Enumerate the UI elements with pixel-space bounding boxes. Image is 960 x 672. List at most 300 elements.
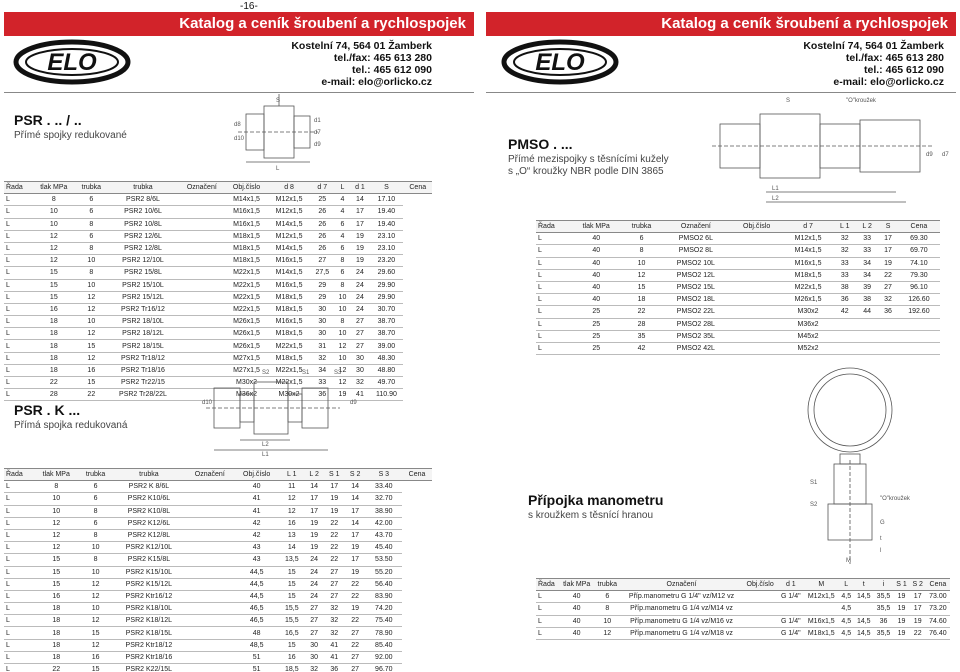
table-cell: 29 [310,291,334,303]
table-cell: 33 [856,233,878,245]
table-cell: 15 [279,578,304,590]
column-header: Označení [179,182,226,194]
table-cell: 17 [304,505,323,517]
table-cell: L [4,291,32,303]
table-cell: 10 [75,316,107,328]
table-cell: 18 [34,627,79,639]
table-cell: 26 [310,230,334,242]
table-cell: 40 [570,269,622,281]
psr-dim-d1: d1 [314,118,321,124]
table-cell: PSR2 K18/12L [112,615,185,627]
table-cell [185,651,234,663]
table-cell: 17 [345,529,366,541]
table-cell: L [536,245,570,257]
table-row [536,233,940,245]
table-cell: 30 [304,651,323,663]
table-cell: M22x1,5 [225,267,268,279]
table-row [536,591,950,603]
table-cell: PSR2 15/12L [107,291,178,303]
table-cell: 19 [351,242,370,254]
table-cell: 40 [559,615,594,627]
table-cell: M16x1,5 [268,279,310,291]
table-cell: 27 [351,316,370,328]
table-cell: L [4,377,32,389]
column-header: Řada [536,221,570,233]
table-row [4,554,432,566]
table-cell: 28 [32,389,75,401]
table-cell: 49.70 [369,377,403,389]
table-cell: M26x1,5 [225,316,268,328]
table-cell: M36x2 [783,318,834,330]
table-cell: L [4,316,32,328]
psrk-dim-s3: S3 [334,370,342,376]
table-cell: 18 [32,328,75,340]
table-cell: 17 [878,233,898,245]
table-cell: 15 [34,554,79,566]
table-cell: 14 [345,481,366,493]
column-header: t [854,579,874,591]
table-cell: 17.10 [369,194,403,206]
table-cell: L [4,389,32,401]
page-number-left: -16- [240,1,258,12]
table-cell: 40 [234,481,279,493]
table-cell: M16x1,5 [783,257,834,269]
table-cell [898,342,940,354]
table-cell: 42 [234,517,279,529]
table-cell: 12 [279,493,304,505]
psr-dim-l: L [276,166,280,172]
table-cell: M18x1,5 [268,291,310,303]
table-cell: L [4,590,34,602]
table-row [536,306,940,318]
table-cell: 39 [856,281,878,293]
table-cell: 8 [79,554,113,566]
column-header: Řada [536,579,559,591]
table-cell: PSR2 K15/12L [112,578,185,590]
table-cell: 12 [334,377,350,389]
column-header: trubka [112,469,185,481]
table-cell: 17 [304,493,323,505]
column-header: d 7 [310,182,334,194]
table-cell: L [4,542,34,554]
table-cell: 19 [345,542,366,554]
table-cell: 33 [310,377,334,389]
table-cell: M12x1,5 [268,230,310,242]
table-cell: 38 [856,294,878,306]
table-cell: PMSO2 8L [661,245,731,257]
table-cell: L [4,493,34,505]
psrk-dim-s2: S2 [262,370,270,376]
table-cell: 10 [79,603,113,615]
table-cell: 6 [334,267,350,279]
psrk-dim-l1: L1 [262,452,269,456]
table-row [4,578,432,590]
column-header: d 7 [783,221,834,233]
table-cell: 4,5 [839,615,854,627]
table-cell: PSR2 Ktr18/16 [112,651,185,663]
table-cell: 36 [310,389,334,401]
psrk-header-row [4,469,432,481]
table-cell: 15 [34,578,79,590]
table-row [536,615,950,627]
table-cell: 12 [34,529,79,541]
table-cell: M52x2 [783,342,834,354]
table-cell: M12x1,5 [268,194,310,206]
table-cell: 6 [79,493,113,505]
table-row [4,242,432,254]
table-cell: M30x2 [783,306,834,318]
table-cell: 33 [834,269,856,281]
manometer-table [536,578,950,640]
table-cell: 27 [304,615,323,627]
table-cell: 18 [34,639,79,651]
column-header: trubka [594,579,620,591]
table-cell: 22 [75,389,107,401]
column-header: tlak MPa [559,579,594,591]
table-cell: 8 [594,603,620,615]
table-cell: M18x1,5 [783,269,834,281]
table-cell: 22 [345,578,366,590]
table-cell: 19 [304,542,323,554]
table-cell: 73.00 [926,591,950,603]
table-cell [743,627,778,639]
catalog-title-right: Katalog a ceník šroubení a rychlospojek [661,15,948,32]
column-header: Cena [926,579,950,591]
column-header: trubka [622,221,661,233]
table-cell: 4 [334,194,350,206]
column-header: Obj.číslo [225,182,268,194]
table-cell: M30x2 [225,377,268,389]
table-cell: 14,5 [854,627,874,639]
table-cell: 8 [79,505,113,517]
table-cell [185,493,234,505]
table-cell [179,206,226,218]
table-cell: 12 [79,578,113,590]
table-cell: 12 [75,303,107,315]
table-row [4,651,432,663]
table-cell: 32 [310,352,334,364]
table-cell: PMSO2 28L [661,318,731,330]
table-cell: 18 [34,603,79,615]
table-cell: 74.10 [898,257,940,269]
table-cell: L [4,529,34,541]
table-row [536,342,940,354]
table-cell: 30 [310,316,334,328]
table-cell: 44,5 [234,566,279,578]
column-header: Řada [4,182,32,194]
table-cell [179,303,226,315]
table-cell: 79.30 [898,269,940,281]
pmso-dim-s: S [786,98,791,104]
table-row [4,352,432,364]
table-cell: 44,5 [234,590,279,602]
table-cell [185,517,234,529]
table-cell: 32 [878,294,898,306]
table-cell: 10 [334,328,350,340]
svg-text:ELO: ELO [535,49,585,76]
table-cell: 33 [856,245,878,257]
table-cell: 12 [34,517,79,529]
table-cell [179,291,226,303]
table-cell: 38.70 [369,328,403,340]
table-cell [856,342,878,354]
table-cell: 4,5 [839,591,854,603]
table-cell: 42 [834,306,856,318]
table-row [536,281,940,293]
table-cell: L [4,651,34,663]
table-cell: M18x1,5 [225,242,268,254]
table-cell: 30.70 [369,303,403,315]
column-header: L 2 [856,221,878,233]
table-cell [731,318,783,330]
psrk-dim-d10: d10 [202,400,213,406]
table-cell: L [4,364,32,376]
table-cell: 8 [75,242,107,254]
table-cell: 4,5 [839,603,854,615]
table-cell: PMSO2 12L [661,269,731,281]
table-cell: G 1/4" [778,627,804,639]
table-cell: L [4,340,32,352]
table-cell: M18x1,5 [268,328,310,340]
table-row [4,328,432,340]
table-cell: 126.60 [898,294,940,306]
table-cell: 10 [79,542,113,554]
table-cell: L [4,194,32,206]
table-cell: M27x1,5 [225,364,268,376]
table-cell [731,306,783,318]
table-cell: 6 [75,230,107,242]
table-cell: 110.90 [369,389,403,401]
table-cell: 27 [345,627,366,639]
table-cell: 24 [304,590,323,602]
table-cell: L [4,267,32,279]
table-cell: 85.40 [366,639,403,651]
table-cell [185,590,234,602]
table-row [536,245,940,257]
table-cell: 14 [304,481,323,493]
table-cell: 33.40 [366,481,403,493]
manometer-dim-s2: S2 [810,502,818,508]
table-cell: L [4,664,34,672]
table-cell: PSR2 K12/8L [112,529,185,541]
table-cell: 17 [324,481,345,493]
table-cell: 24 [351,267,370,279]
column-header: Řada [4,469,34,481]
column-header: L 2 [304,469,323,481]
table-cell: 96.10 [898,281,940,293]
table-cell [731,233,783,245]
table-cell: 40 [559,591,594,603]
column-header: S 3 [366,469,403,481]
table-cell: L [4,615,34,627]
table-row [4,206,432,218]
column-header: Obj.číslo [731,221,783,233]
column-header: Cena [403,182,432,194]
table-cell: 14 [345,517,366,529]
table-cell: 16,5 [279,627,304,639]
table-cell: PSR2 Ktr16/12 [112,590,185,602]
column-header: S 1 [893,579,909,591]
table-cell: 25 [570,318,622,330]
table-cell: 8 [334,255,350,267]
table-cell: 11 [279,481,304,493]
manometer-dim-l: l [880,548,882,554]
manometer-header-row [536,579,950,591]
pmso-dim-l2: L2 [772,196,779,202]
table-cell: 8 [334,316,350,328]
table-cell: 12 [334,340,350,352]
table-cell: L [536,615,559,627]
table-cell: 32 [834,233,856,245]
table-cell: 24 [304,554,323,566]
table-cell: 69.70 [898,245,940,257]
table-cell: 40 [570,294,622,306]
table-cell: 30 [310,328,334,340]
table-cell: 16 [279,517,304,529]
table-cell: 23.10 [369,230,403,242]
table-cell: 12 [622,269,661,281]
table-cell: 36 [874,615,894,627]
table-cell [731,281,783,293]
table-cell: 16 [79,651,113,663]
table-cell: 27 [304,603,323,615]
table-cell: 38.90 [366,505,403,517]
psrk-drawing [200,364,370,456]
table-cell: 22 [345,615,366,627]
table-cell [834,342,856,354]
table-cell: L [4,303,32,315]
table-row [4,279,432,291]
table-cell: L [4,206,32,218]
table-cell: L [536,627,559,639]
table-cell: 27 [345,651,366,663]
table-cell: PMSO2 6L [661,233,731,245]
table-cell: 27 [351,328,370,340]
table-cell: L [536,257,570,269]
table-cell [179,340,226,352]
catalog-title-bar-right [486,12,956,36]
table-cell: 19 [910,615,926,627]
table-cell: 48,5 [234,639,279,651]
table-cell: L [4,481,34,493]
table-cell: 12 [75,328,107,340]
table-cell: M18x1,5 [225,255,268,267]
table-cell: 17 [878,245,898,257]
table-cell: 19.40 [369,218,403,230]
column-header: Označení [185,469,234,481]
table-cell: 24 [304,578,323,590]
table-cell: 40 [570,281,622,293]
table-row [4,590,432,602]
table-cell: PSR2 K22/15L [112,664,185,672]
table-cell: 31 [310,340,334,352]
table-row [4,194,432,206]
manometer-dim-m: M [846,558,851,564]
table-cell [856,318,878,330]
elo-logo [12,38,132,86]
table-cell: M16x1,5 [225,218,268,230]
elo-logo-right [500,38,620,86]
table-cell: 15 [75,377,107,389]
table-cell: 25 [570,330,622,342]
table-cell: 30 [304,639,323,651]
table-cell: M22x1,5 [225,291,268,303]
table-cell: L [536,294,570,306]
manometer-title: Přípojka manometru [528,492,664,508]
table-cell: 15 [279,590,304,602]
table-cell: M22x1,5 [268,364,310,376]
table-cell: 12 [32,230,75,242]
table-cell: L [4,230,32,242]
table-cell: 10 [79,566,113,578]
column-header: trubka [75,182,107,194]
table-cell: 23.10 [369,242,403,254]
table-cell: 36 [878,306,898,318]
table-row [4,255,432,267]
table-cell: 4 [334,230,350,242]
contact-block-right [803,40,944,88]
table-cell: 10 [622,257,661,269]
table-cell: 30 [351,364,370,376]
table-cell: 56.40 [366,578,403,590]
table-cell: PSR2 12/10L [107,255,178,267]
table-cell: 48.80 [369,364,403,376]
table-row [536,330,940,342]
table-cell: 28 [622,318,661,330]
pmso-subtitle-1: Přímé mezispojky s těsnícími kužely [508,154,669,165]
table-cell: 39.00 [369,340,403,352]
column-header: tlak MPa [34,469,79,481]
column-header: d 8 [268,182,310,194]
contact-address-right: Kostelní 74, 564 01 Žamberk [803,40,944,52]
table-cell: L [4,627,34,639]
table-cell: L [4,279,32,291]
table-cell: 32 [834,245,856,257]
table-cell: 12 [279,505,304,517]
table-cell: 16 [34,590,79,602]
table-cell: 8 [75,218,107,230]
table-cell: 43.70 [366,529,403,541]
table-cell: M18x1,5 [268,352,310,364]
table-cell: 10 [34,505,79,517]
table-cell: 27,5 [310,267,334,279]
table-cell: 6 [79,517,113,529]
table-cell: G 1/4" [778,615,804,627]
table-cell: L [4,328,32,340]
table-cell [878,330,898,342]
pmso-header-row [536,221,940,233]
table-cell: 32 [324,603,345,615]
table-cell: 18 [622,294,661,306]
table-cell: PSR2 18/12L [107,328,178,340]
table-cell: 22 [324,554,345,566]
table-row [4,230,432,242]
manometer-dim-g: G [880,520,885,526]
column-header: L 1 [279,469,304,481]
table-row [4,627,432,639]
table-cell: 15,5 [279,603,304,615]
table-cell: 40 [570,257,622,269]
table-row [4,664,432,672]
table-cell: M16x1,5 [268,316,310,328]
table-row [4,493,432,505]
column-header: trubka [79,469,113,481]
contact-email-right: e-mail: elo@orlicko.cz [833,76,944,88]
table-cell: M14x1,5 [783,245,834,257]
table-cell: 14,5 [854,591,874,603]
column-header: S 2 [345,469,366,481]
table-cell: 83.90 [366,590,403,602]
